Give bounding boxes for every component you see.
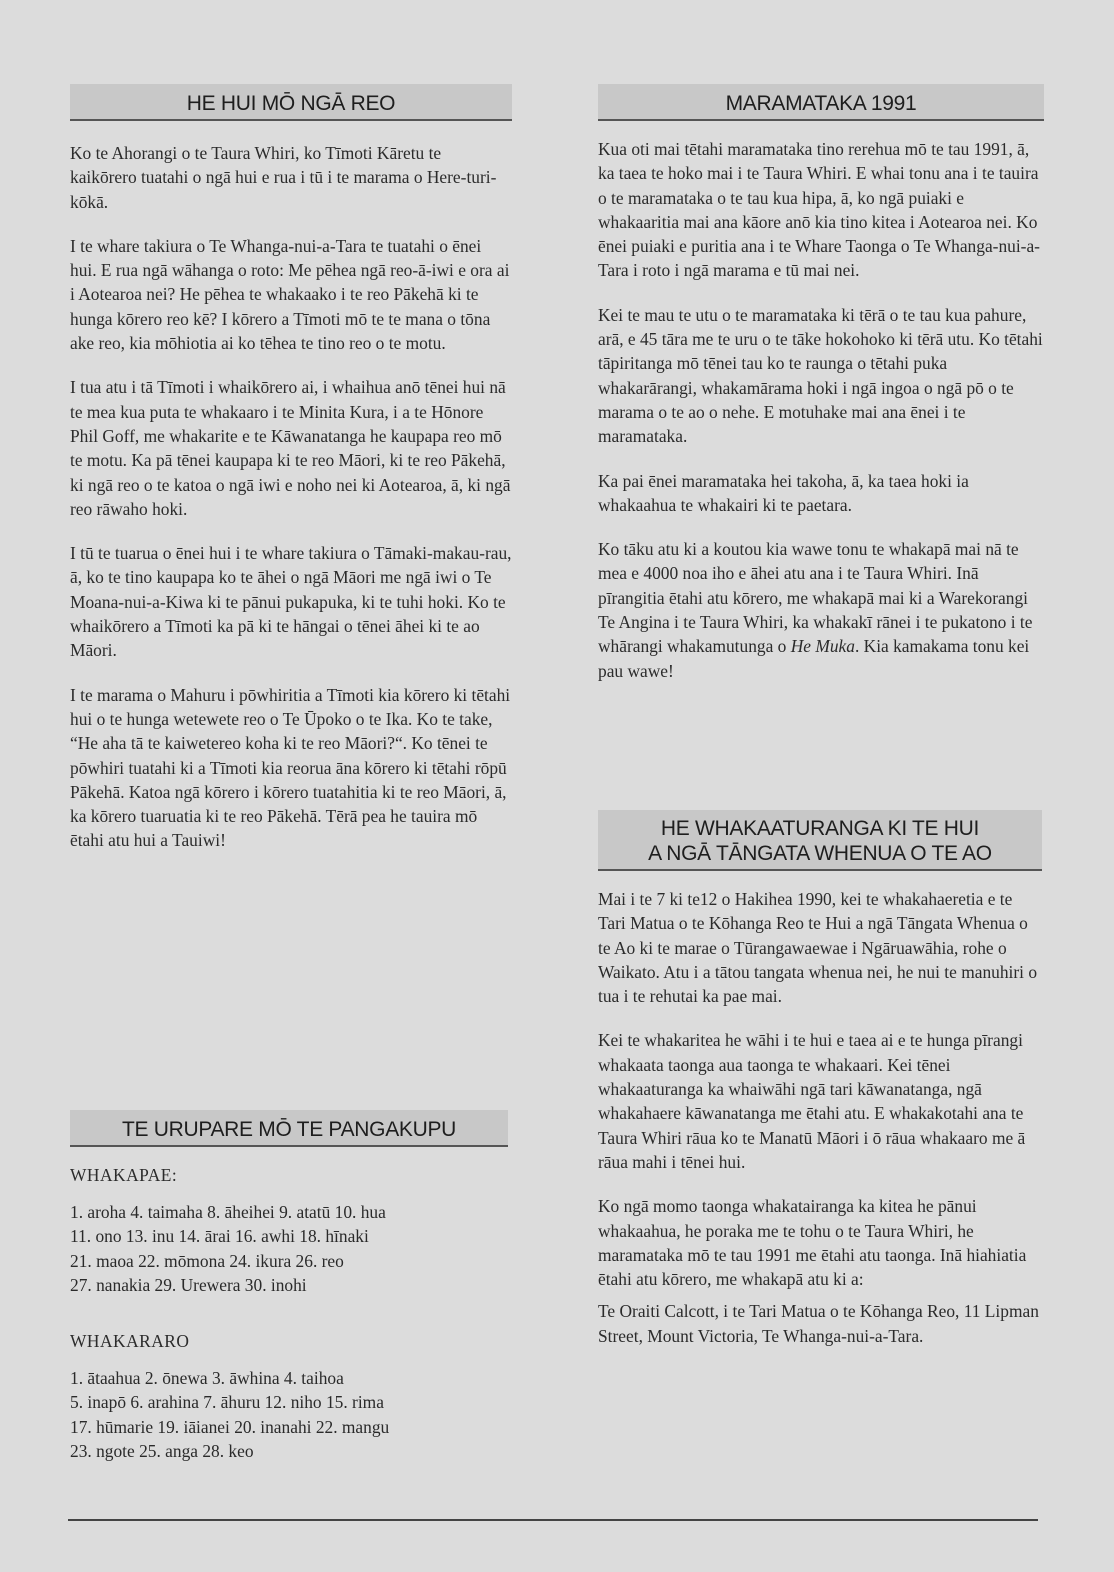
down-label: WHAKARARO [70, 1331, 190, 1352]
down-line: 5. inapō 6. arahina 7. āhuru 12. niho 15. rima [70, 1392, 384, 1413]
maramataka-p4-text: Ko tāku atu ki a koutou kia wawe tonu te whakapā mai nā te mea e 4000 noa iho e āhei atu ana i te Taura Whiri. Inā pīrangitia ētahi atu kōrero, me whakapā mai ki a Warekorangi Te Angina i te Taura Whiri, ka whakakī rānei i te pukatono i te whārangi whakamutunga o [598, 539, 1033, 657]
whakaaturanga-paragraph-4: Te Oraiti Calcott, i te Tari Matua o te Kōhanga Reo, 11 Lipman Street, Mount Victoria, Te Whanga-nui-a-Tara. [598, 1301, 1039, 1346]
hui-paragraph-5: I te marama o Mahuru i pōwhiritia a Tīmoti kia kōrero ki tētahi hui o te hunga wetewete reo o Te Ūpoko o te Ika. Ko te take, “He aha tā te kaiwetereo koha ki te reo Māori?“. Ko tēnei te pōwhiri tuatahi ki a Tīmoti kia reorua āna kōrero ki tētahi rōpū Pākehā. Katoa ngā kōrero i kōrero tuatahitia ki te reo Māori, ā, ka kōrero tuaruatia ki te reo Pākehā. Tērā pea he tauira mō ētahi atu hui a Tauiwi! [70, 684, 511, 851]
urupare-heading: TE URUPARE MŌ TE PANGAKUPU [70, 1110, 508, 1147]
right-column [598, 84, 1044, 703]
whakaaturanga-heading [598, 810, 1042, 871]
whakaaturanga-paragraph-2: Kei te whakaritea he wāhi i te hui e taea ai e te hunga pīrangi whakaata taonga aua taonga te whakaari. Kei tēnei whakaaturanga ka whaiwāhi ngā tari kāwanatanga, ngā whakahaere kāwanatanga me ētahi atu. E whakakotahi ana te Taura Whiri rāua ko te Manatū Māori i ō rāua whakaaro me ā rāua mahi i tēnei hui. [598, 1030, 1026, 1172]
maramataka-paragraph-3: Ka pai ēnei maramataka hei takoha, ā, ka taea hoki ia whakaahua te whakairi ki te paetara. [598, 470, 969, 515]
he-muka-title: He Muka [790, 636, 855, 657]
across-line: 1. aroha 4. taimaha 8. āheihei 9. atatū 10. hua [70, 1202, 386, 1222]
whakaaturanga-heading-line-2: A NGĀ TĀNGATA WHENUA O TE AO [648, 842, 992, 865]
whakaaturanga-section [598, 810, 1042, 1368]
bottom-rule [68, 1519, 1038, 1521]
hui-paragraph-3: I tua atu i tā Tīmoti i whaikōrero ai, i whaihua anō tēnei hui nā te mea kua puta te whakaaro i te Minita Kura, i a te Hōnore Phil Goff, me whakarite e te Kāwanatanga he kaupapa reo mō te motu. Ka pā tēnei kaupapa ki te reo Māori, ki te reo Pākehā, ki ngā reo o te katoa o ngā iwi e noho nei ki Aotearoa, ā, ki ngā reo rāwaho hoki. [70, 377, 511, 519]
down-answers [70, 1366, 508, 1463]
whakaaturanga-paragraph-1: Mai i te 7 ki te12 o Hakihea 1990, kei te whakahaeretia e te Tari Matua o te Kōhanga Reo te Hui a ngā Tāngata Whenua o te Ao ki te marae o Tūrangawaewae i Ngāruawāhia, rohe o Waikato. Atu i a tātou tangata whenua nei, he nui te manuhiri o tua i te rehutai ka pae mai. [598, 889, 1038, 1007]
across-line: 27. nanakia 29. Urewera 30. inohi [70, 1274, 307, 1295]
hui-paragraph-4: I tū te tuarua o ēnei hui i te whare takiura o Tāmaki-makau-rau, ā, ko te tino kaupapa ko te āhei o ngā Māori me ngā iwi o Te Moana-nui-a-Kiwa ki te pānui pukapuka, ki te tuhi hoki. Ko te whaikōrero a Tīmoti ka pā ki te hāngai o tēnei āhei ki te ao Māori. [70, 543, 512, 661]
maramataka-heading: MARAMATAKA 1991 [598, 84, 1044, 121]
down-line: 1. ātaahua 2. ōnewa 3. āwhina 4. taihoa [70, 1368, 344, 1389]
urupare-section [70, 1110, 508, 1485]
across-label: WHAKAPAE: [70, 1165, 178, 1185]
hui-paragraph-2: I te whare takiura o Te Whanga-nui-a-Tara te tuatahi o ēnei hui. E rua ngā wāhanga o roto: Me pēhea ngā reo-ā-iwi e ora ai i Aotearoa nei? He pēhea te whakaako i te reo Pākehā ki te hunga kōrero reo kē? I kōrero a Tīmoti mō te te mana o tōna ake reo, kia mōhiotia ai ko tēhea te tino reo o te motu. [70, 235, 510, 354]
maramataka-paragraph-4 [598, 537, 1044, 683]
left-column [70, 84, 512, 873]
maramataka-paragraph-2: Kei te mau te utu o te maramataka ki tērā o te tau kua pahure, arā, e 45 tāra me te uru o te tāke hokohoko ki tērā utu. Ko tētahi tāpiritanga mō tēnei tau ko te raunga o tētahi puka whakarārangi, whakamārama hoki i ngā ingoa o ngā pō o te marama o te ao o nehe. E motuhake mai ana ēnei i te maramataka. [598, 304, 1043, 447]
maramataka-paragraph-1: Kua oti mai tētahi maramataka tino rerehua mō te tau 1991, ā, ka taea te hoko mai i te Taura Whiri. E whai tonu ana i te tauira o te maramataka o te tau kua hipa, ā, ko ngā puiaki e whakaaritia mai ana kāore anō kia tino kitea i Aotearoa nei. Ko ēnei puiaki e puritia ana i te Whare Taonga o Te Whanga-nui-a-Tara i roto i ngā marama e tū mai nei. [598, 139, 1040, 281]
maramataka-p4-end: . Kia kamakama tonu kei pau wawe! [598, 636, 1030, 681]
across-line: 11. ono 13. inu 14. ārai 16. awhi 18. hīnaki [70, 1226, 369, 1247]
whakaaturanga-heading-line-1: HE WHAKAATURANGA KI TE HUI [660, 817, 980, 840]
across-line: 21. maoa 22. mōmona 24. ikura 26. reo [70, 1250, 344, 1271]
whakaaturanga-paragraph-3: Ko ngā momo taonga whakatairanga ka kitea he pānui whakaahua, he poraka me te tohu o te Taura Whiri, he maramataka mō te tau 1991 me ētahi atu taonga. Inā hiahiatia ētahi atu kōrero, me whakapā atu ki a: [598, 1196, 1027, 1290]
down-line: 17. hūmarie 19. iāianei 20. inanahi 22. mangu [70, 1416, 390, 1437]
down-line: 23. ngote 25. anga 28. keo [70, 1441, 254, 1462]
hui-paragraph-1: Ko te Ahorangi o te Taura Whiri, ko Tīmoti Kāretu te kaikōrero tuatahi o ngā hui e rua i tū i te marama o Here-turi-kōkā. [70, 143, 497, 212]
hui-heading: HE HUI MŌ NGĀ REO [70, 84, 512, 121]
across-answers [70, 1200, 508, 1297]
